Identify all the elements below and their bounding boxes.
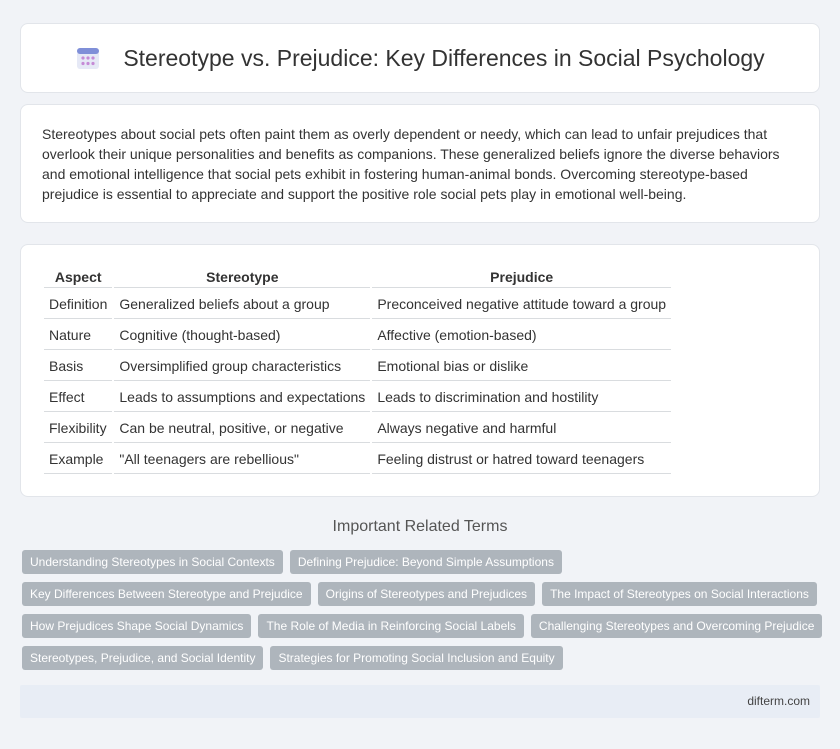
table-cell: Emotional bias or dislike [372,352,671,381]
comparison-card [20,244,820,497]
tag-row [22,646,822,670]
column-header: Aspect [44,265,112,288]
intro-paragraph: Stereotypes about social pets often paint them as overly dependent or needy, which can lead to unfair prejudices that overlook their unique personalities and benefits as companions. These generalized beliefs ignore the diverse behaviors and emotional intelligence that social pets exhibit in fostering human-animal bonds. Overcoming stereotype-based prejudice is essential to appreciate and support the positive role social pets play in emotional well-being. [42,126,780,202]
calendar-grid-icon [75,45,101,71]
table-row [44,290,671,319]
table-row [44,414,671,443]
related-term-link[interactable]: Understanding Stereotypes in Social Contexts [22,550,283,574]
related-term-link[interactable]: Key Differences Between Stereotype and Prejudice [22,582,311,606]
tag-row [22,614,822,638]
table-cell: Basis [44,352,112,381]
table-cell: Leads to assumptions and expectations [114,383,370,412]
table-cell: Oversimplified group characteristics [114,352,370,381]
related-term-link[interactable]: The Role of Media in Reinforcing Social Labels [258,614,523,638]
related-term-link[interactable]: The Impact of Stereotypes on Social Interactions [542,582,817,606]
table-header-row [44,265,671,288]
related-term-link[interactable]: Origins of Stereotypes and Prejudices [318,582,535,606]
column-header: Prejudice [372,265,671,288]
tag-row [22,582,822,606]
table-cell: Flexibility [44,414,112,443]
table-cell: Effect [44,383,112,412]
page-title: Stereotype vs. Prejudice: Key Differences in Social Psychology [123,44,765,71]
column-header: Stereotype [114,265,370,288]
table-cell: Affective (emotion-based) [372,321,671,350]
related-term-link[interactable]: How Prejudices Shape Social Dynamics [22,614,251,638]
table-cell: Example [44,445,112,474]
table-row [44,445,671,474]
header-card [20,23,820,93]
table-row [44,383,671,412]
related-term-link[interactable]: Defining Prejudice: Beyond Simple Assumptions [290,550,562,574]
table-row [44,321,671,350]
comparison-table [42,263,673,476]
related-term-link[interactable]: Strategies for Promoting Social Inclusion and Equity [270,646,562,670]
table-cell: Always negative and harmful [372,414,671,443]
related-terms-heading: Important Related Terms [332,518,508,535]
table-cell: "All teenagers are rebellious" [114,445,370,474]
related-term-link[interactable]: Challenging Stereotypes and Overcoming Prejudice [531,614,823,638]
table-cell: Generalized beliefs about a group [114,290,370,319]
footer-site-label: difterm.com [747,694,810,708]
tag-row [22,550,822,574]
table-cell: Cognitive (thought-based) [114,321,370,350]
related-terms-list [22,550,822,678]
table-cell: Definition [44,290,112,319]
related-term-link[interactable]: Stereotypes, Prejudice, and Social Identity [22,646,263,670]
table-cell: Feeling distrust or hatred toward teenagers [372,445,671,474]
footer [20,685,820,718]
table-cell: Nature [44,321,112,350]
intro-card [20,104,820,223]
table-cell: Preconceived negative attitude toward a group [372,290,671,319]
table-row [44,352,671,381]
table-cell: Can be neutral, positive, or negative [114,414,370,443]
table-cell: Leads to discrimination and hostility [372,383,671,412]
